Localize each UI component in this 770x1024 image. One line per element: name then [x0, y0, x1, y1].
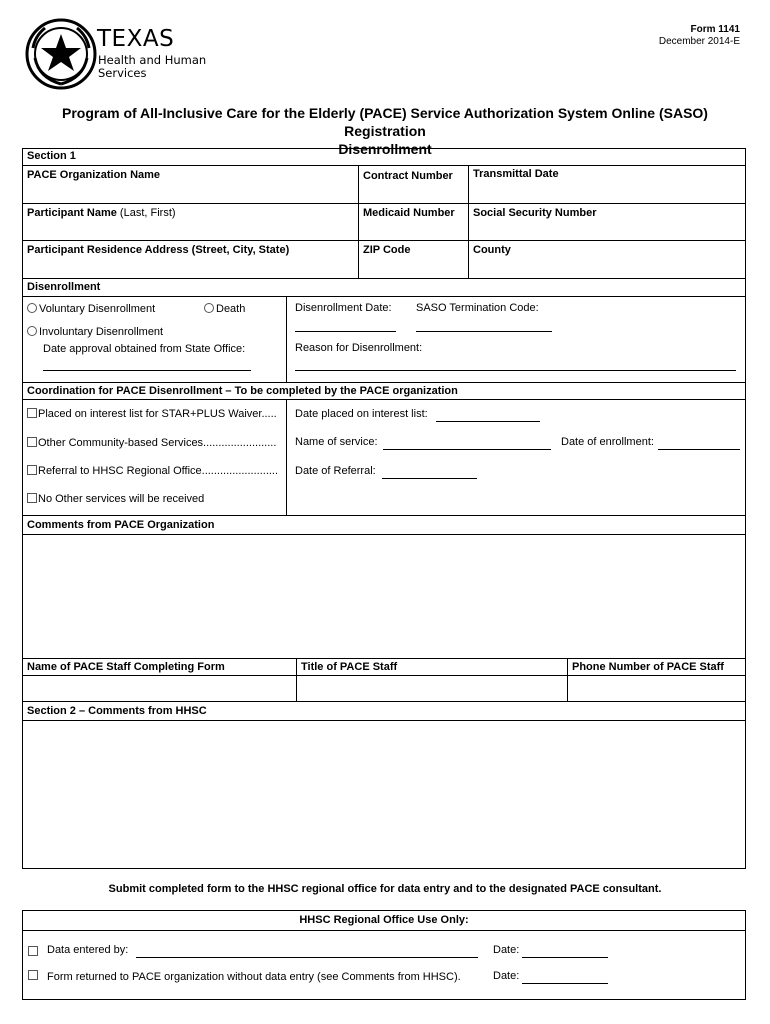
date-approval-field[interactable]	[43, 370, 251, 371]
title-line2: Disenrollment	[338, 141, 432, 157]
staff-phone-label: Phone Number of PACE Staff	[572, 661, 724, 673]
section1-heading: Section 1	[27, 150, 76, 162]
zip-code-label: ZIP Code	[363, 244, 411, 256]
other-services-label: Other Community-based Services........................	[38, 437, 277, 449]
data-entered-label: Data entered by:	[47, 944, 129, 956]
form-returned-label: Form returned to PACE organization without data entry (see Comments from HHSC).	[47, 971, 461, 983]
divider	[286, 399, 287, 515]
referral-checkbox[interactable]	[27, 465, 37, 475]
divider	[22, 165, 746, 166]
form-returned-checkbox[interactable]	[28, 970, 38, 980]
death-option[interactable]	[204, 303, 245, 315]
form-info	[659, 24, 740, 48]
divider	[22, 720, 746, 721]
hhsc-comments-field[interactable]	[24, 722, 744, 866]
death-label: Death	[216, 303, 246, 315]
logo-text: TEXAS	[97, 26, 175, 52]
date2-field[interactable]	[522, 983, 608, 984]
contract-number-field[interactable]	[360, 185, 466, 201]
divider	[22, 675, 746, 676]
divider	[22, 534, 746, 535]
date-placed-field[interactable]	[436, 421, 540, 422]
reason-label: Reason for Disenrollment:	[295, 342, 423, 354]
date1-field[interactable]	[522, 957, 608, 958]
death-radio[interactable]	[204, 303, 214, 313]
staff-title-field[interactable]	[298, 677, 565, 699]
name-of-service-field[interactable]	[383, 449, 551, 450]
divider	[22, 382, 746, 383]
voluntary-disenrollment-option[interactable]	[27, 303, 155, 315]
divider	[22, 399, 746, 400]
involuntary-disenrollment-option[interactable]	[27, 326, 163, 338]
participant-name-label-bold: Participant Name	[27, 207, 117, 219]
divider	[286, 296, 287, 382]
date-placed-label: Date placed on interest list:	[295, 408, 428, 420]
participant-name-field[interactable]	[24, 222, 356, 238]
staff-phone-field[interactable]	[569, 677, 744, 699]
divider	[468, 165, 469, 278]
pace-org-name-label: PACE Organization Name	[27, 169, 161, 181]
staff-name-field[interactable]	[24, 677, 294, 699]
staff-title-label: Title of PACE Staff	[301, 661, 398, 673]
other-services-checkbox[interactable]	[27, 437, 37, 447]
section2-heading: Section 2 – Comments from HHSC	[27, 705, 207, 717]
logo-subtitle-line1: Health and Human	[98, 53, 207, 67]
comments-field[interactable]	[24, 536, 744, 656]
no-other-label: No Other services will be received	[38, 493, 205, 505]
voluntary-label: Voluntary Disenrollment	[39, 303, 156, 315]
comments-heading: Comments from PACE Organization	[27, 519, 215, 531]
submit-note: Submit completed form to the HHSC regional office for data entry and to the designated PACE consultant.	[108, 883, 662, 895]
date-approval-label: Date approval obtained from State Office:	[43, 343, 246, 355]
pace-org-name-field[interactable]	[24, 185, 356, 201]
divider	[22, 701, 746, 702]
saso-termination-code-label: SASO Termination Code:	[416, 302, 539, 314]
medicaid-number-field[interactable]	[360, 222, 466, 238]
form-date: December 2014-E	[658, 36, 740, 47]
placed-on-list-label: Placed on interest list for STAR+PLUS Waiver.....	[38, 408, 277, 420]
divider	[22, 930, 746, 931]
date2-label: Date:	[493, 970, 520, 982]
divider	[22, 240, 746, 241]
date1-label: Date:	[493, 944, 520, 956]
county-field[interactable]	[470, 259, 744, 276]
date-of-enrollment-field[interactable]	[658, 449, 740, 450]
staff-name-label: Name of PACE Staff Completing Form	[27, 661, 225, 673]
residence-address-label: Participant Residence Address (Street, City, State)	[27, 244, 290, 256]
no-other-option[interactable]	[27, 493, 204, 505]
divider	[22, 203, 746, 204]
name-of-service-label: Name of service:	[295, 436, 378, 448]
ssn-field[interactable]	[470, 222, 744, 238]
saso-termination-code-field[interactable]	[416, 331, 552, 332]
divider	[567, 658, 568, 701]
no-other-checkbox[interactable]	[27, 493, 37, 503]
logo-subtitle-line2: Services	[98, 66, 147, 80]
contract-number-label: Contract Number	[363, 170, 453, 182]
other-services-option[interactable]	[27, 437, 276, 449]
title-line1: Program of All-Inclusive Care for the Elderly (PACE) Service Authorization System Online (SASO) Registration	[62, 105, 708, 139]
participant-name-label	[27, 207, 176, 219]
placed-on-list-checkbox[interactable]	[27, 408, 37, 418]
divider	[22, 278, 746, 279]
divider	[296, 658, 297, 701]
transmittal-date-field[interactable]	[470, 185, 744, 201]
zip-code-field[interactable]	[360, 259, 466, 276]
county-label: County	[473, 244, 511, 256]
divider	[22, 515, 746, 516]
data-entered-field[interactable]	[136, 957, 478, 958]
logo-subtitle	[98, 54, 206, 80]
divider	[22, 658, 746, 659]
office-use-heading: HHSC Regional Office Use Only:	[299, 914, 469, 926]
medicaid-number-label: Medicaid Number	[363, 207, 455, 219]
disenrollment-date-label: Disenrollment Date:	[295, 302, 392, 314]
date-of-referral-label: Date of Referral:	[295, 465, 376, 477]
reason-field[interactable]	[295, 370, 736, 371]
date-of-referral-field[interactable]	[382, 478, 477, 479]
voluntary-radio[interactable]	[27, 303, 37, 313]
date-of-enrollment-label: Date of enrollment:	[561, 436, 654, 448]
data-entered-checkbox[interactable]	[28, 946, 38, 956]
texas-seal-logo	[25, 18, 97, 90]
disenrollment-heading: Disenrollment	[27, 281, 101, 293]
divider	[22, 296, 746, 297]
transmittal-date-label: Transmittal Date	[473, 168, 559, 180]
involuntary-label: Involuntary Disenrollment	[39, 326, 164, 338]
placed-on-list-option[interactable]	[27, 408, 277, 420]
ssn-label: Social Security Number	[473, 207, 597, 219]
residence-address-field[interactable]	[24, 259, 356, 276]
coordination-heading: Coordination for PACE Disenrollment – To be completed by the PACE organization	[27, 385, 458, 397]
participant-name-label-hint: (Last, First)	[116, 207, 176, 219]
referral-label: Referral to HHSC Regional Office.........................	[38, 465, 279, 477]
disenrollment-date-field[interactable]	[295, 331, 396, 332]
divider	[358, 165, 359, 278]
form-number: Form 1141	[690, 24, 740, 35]
involuntary-radio[interactable]	[27, 326, 37, 336]
referral-option[interactable]	[27, 465, 278, 477]
